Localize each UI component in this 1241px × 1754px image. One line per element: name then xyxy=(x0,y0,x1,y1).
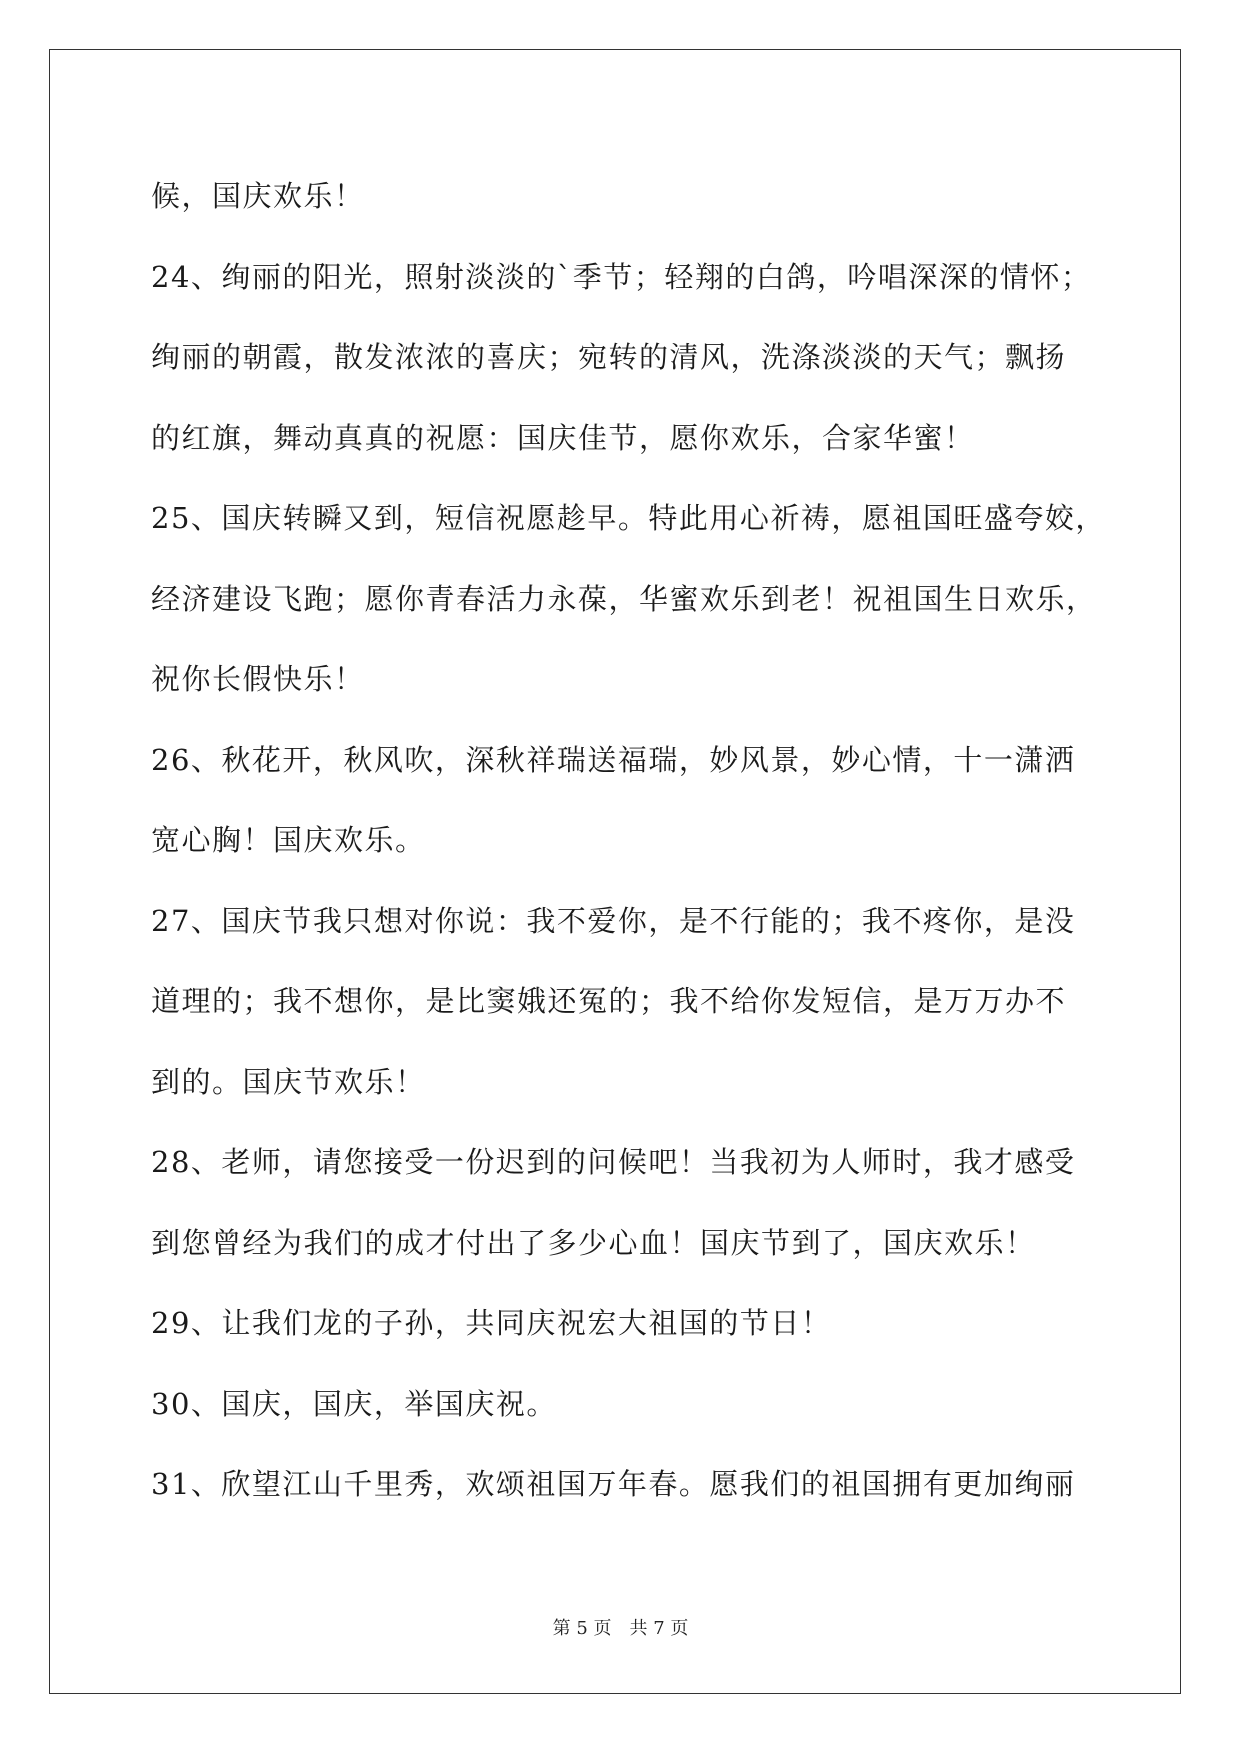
text-line: 28、老师，请您接受一份迟到的问候吧！当我初为人师时，我才感受 xyxy=(151,1145,1076,1179)
text-line: 经济建设飞跑；愿你青春活力永葆，华蜜欢乐到老！祝祖国生日欢乐， xyxy=(151,581,1097,616)
text-line: 候，国庆欢乐！ xyxy=(151,179,365,213)
text-line: 的红旗，舞动真真的祝愿：国庆佳节，愿你欢乐，合家华蜜！ xyxy=(151,420,975,455)
text-line: 宽心胸！国庆欢乐。 xyxy=(151,823,426,857)
text-line: 24、绚丽的阳光，照射淡淡的`季节；轻翔的白鸽，吟唱深深的情怀； xyxy=(151,259,1092,294)
text-line: 到的。国庆节欢乐！ xyxy=(151,1064,426,1099)
text-line: 道理的；我不想你，是比窦娥还冤的；我不给你发短信，是万万办不 xyxy=(151,984,1067,1018)
text-line: 25、国庆转瞬又到，短信祝愿趁早。特此用心祈祷，愿祖国旺盛夸姣， xyxy=(151,501,1106,535)
text-line: 27、国庆节我只想对你说：我不爱你，是不行能的；我不疼你，是没 xyxy=(151,903,1076,938)
text-line: 祝你长假快乐！ xyxy=(151,662,365,696)
page-number: 第 5 页 共 7 页 xyxy=(552,1618,689,1639)
document-body xyxy=(151,156,1106,1525)
text-line: 30、国庆，国庆，举国庆祝。 xyxy=(151,1386,557,1421)
text-line: 绚丽的朝霞，散发浓浓的喜庆；宛转的清风，洗涤淡淡的天气；飘扬 xyxy=(151,340,1067,374)
text-line: 31、欣望江山千里秀，欢颂祖国万年春。愿我们的祖国拥有更加绚丽 xyxy=(151,1467,1076,1501)
text-line: 29、让我们龙的子孙，共同庆祝宏大祖国的节日！ xyxy=(151,1306,832,1340)
text-line: 到您曾经为我们的成才付出了多少心血！国庆节到了，国庆欢乐！ xyxy=(151,1225,1036,1260)
text-line: 26、秋花开，秋风吹，深秋祥瑞送福瑞，妙风景，妙心情，十一潇洒 xyxy=(151,742,1076,777)
